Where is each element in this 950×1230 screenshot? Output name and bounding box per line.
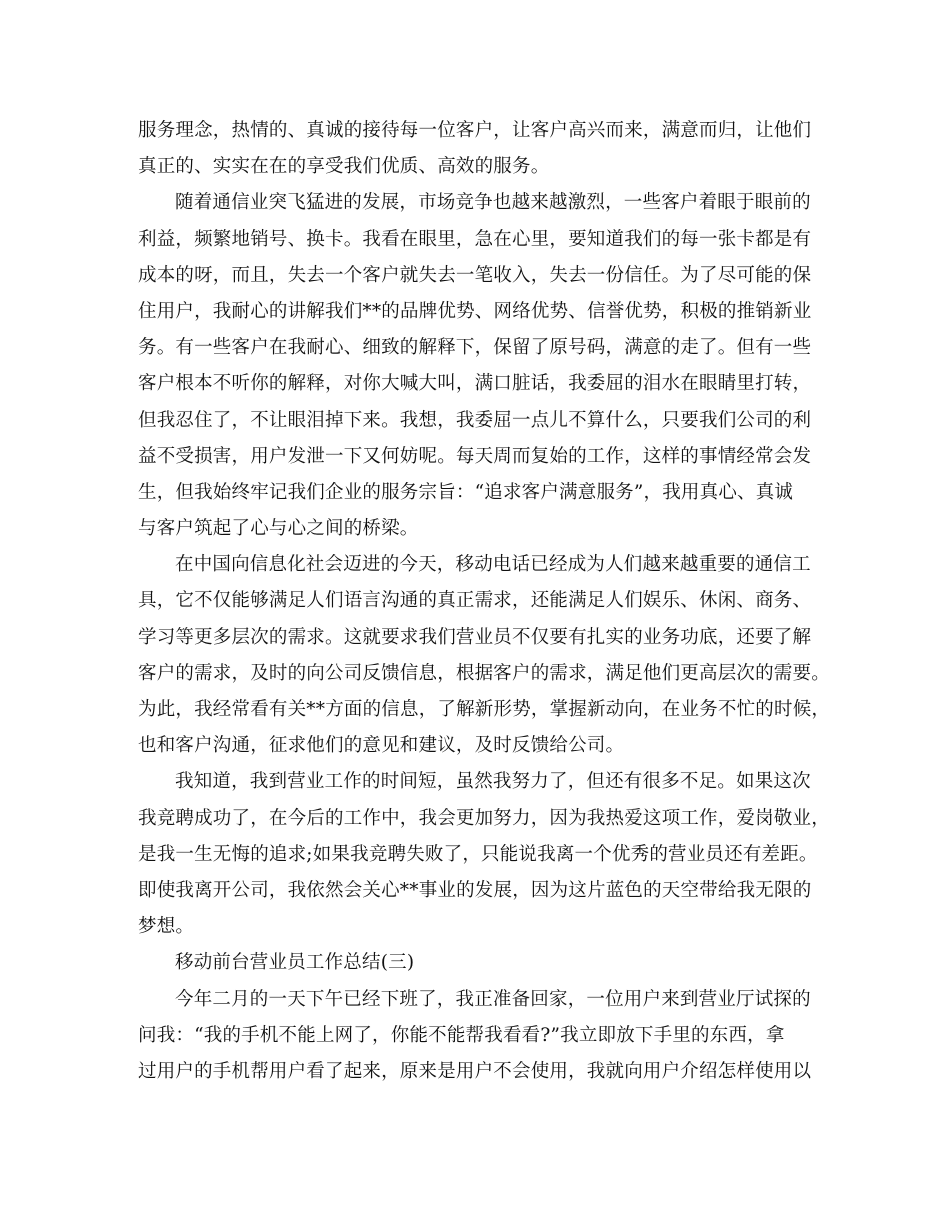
text-line: 过用户的手机帮用户看了起来，原来是用户不会使用，我就向用户介绍怎样使用以: [138, 1060, 812, 1082]
text-line: 益不受损害，用户发泄一下又何妨呢。每天周而复始的工作，这样的事情经常会发: [138, 445, 812, 467]
text-line: 学习等更多层次的需求。这就要求我们营业员不仅要有扎实的业务功底，还要了解: [138, 626, 812, 648]
body-text: [138, 113, 831, 1090]
paragraph-start-line: 随着通信业突飞猛进的发展，市场竞争也越来越激烈，一些客户着眼于眼前的: [175, 192, 811, 214]
text-line: 具，它不仅能够满足人们语言沟通的真正需求，还能满足人们娱乐、休闲、商务、: [138, 590, 812, 612]
text-line: 利益，频繁地销号、换卡。我看在眼里，急在心里，要知道我们的每一张卡都是有: [138, 228, 812, 250]
text-line: 是我一生无悔的追求;如果我竞聘失败了，只能说我离一个优秀的营业员还有差距。: [138, 843, 818, 865]
text-line: 服务理念，热情的、真诚的接待每一位客户，让客户高兴而来，满意而归，让他们: [138, 120, 812, 141]
paragraph-start-line: 今年二月的一天下午已经下班了，我正准备回家，一位用户来到营业厅试探的: [175, 988, 811, 1010]
text-line: 梦想。: [138, 916, 195, 938]
text-line: 真正的、实实在在的享受我们优质、高效的服务。: [138, 156, 550, 178]
text-line: 即使我离开公司，我依然会关心**事业的发展，因为这片蓝色的天空带给我无限的: [138, 879, 812, 901]
text-line: 但我忍住了，不让眼泪掉下来。我想，我委屈一点儿不算什么，只要我们公司的利: [138, 409, 812, 431]
text-line: 问我：“我的手机不能上网了，你能不能帮我看看?”我立即放下手里的东西，拿: [138, 1024, 785, 1046]
text-line: 客户根本不听你的解释，对你大喊大叫，满口脏话，我委屈的泪水在眼睛里打转，: [138, 373, 812, 395]
text-line: 住用户，我耐心的讲解我们**的品牌优势、网络优势、信誉优势，积极的推销新业: [138, 300, 812, 322]
section-heading: 移动前台营业员工作总结(三): [175, 952, 415, 974]
text-line: 客户的需求，及时的向公司反馈信息，根据客户的需求，满足他们更高层次的需要。: [138, 662, 830, 684]
text-line: 也和客户沟通，征求他们的意见和建议，及时反馈给公司。: [138, 735, 625, 757]
text-line: 务。有一些客户在我耐心、细致的解释下，保留了原号码，满意的走了。但有一些: [138, 337, 812, 359]
paragraph-start-line: 我知道，我到营业工作的时间短，虽然我努力了，但还有很多不足。如果这次: [175, 771, 811, 793]
text-line: 成本的呀，而且，失去一个客户就失去一笔收入，失去一份信任。为了尽可能的保: [138, 264, 812, 286]
text-line: 为此，我经常看有关**方面的信息，了解新形势，掌握新动向，在业务不忙的时候，: [138, 699, 831, 720]
text-line: 生，但我始终牢记我们企业的服务宗旨：“追求客户满意服务”，我用真心、真诚: [138, 481, 794, 503]
paragraph-start-line: 在中国向信息化社会迈进的今天，移动电话已经成为人们越来越重要的通信工: [175, 554, 811, 576]
text-line: 我竞聘成功了，在今后的工作中，我会更加努力，因为我热爱这项工作，爱岗敬业，: [138, 807, 830, 829]
text-line: 与客户筑起了心与心之间的桥梁。: [138, 518, 419, 540]
